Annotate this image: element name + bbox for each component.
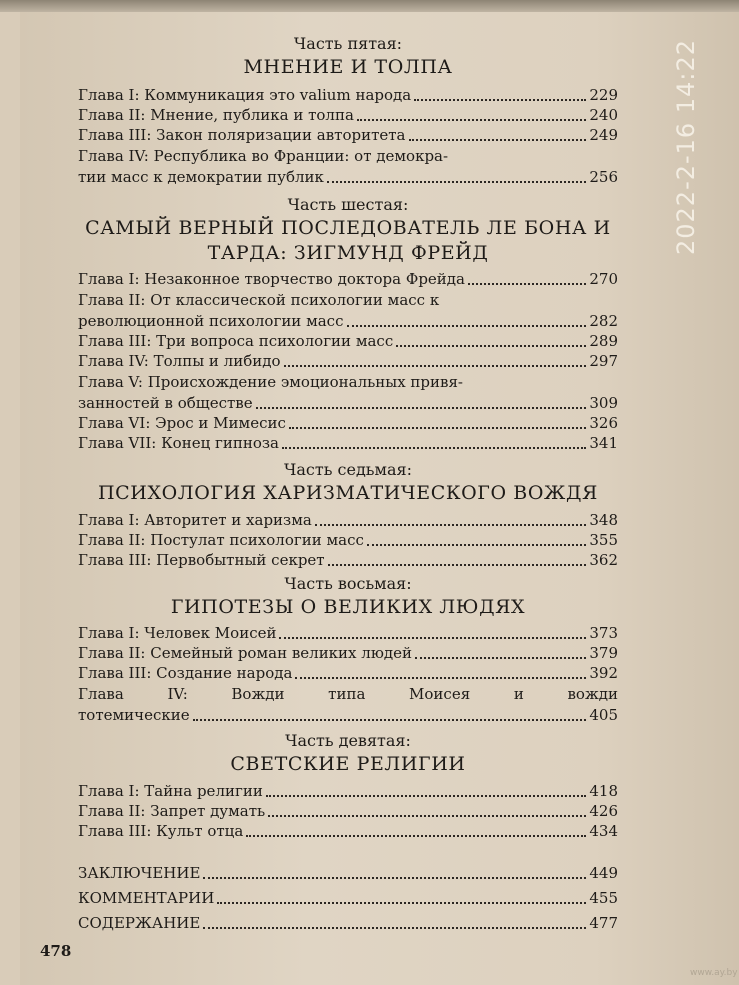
entry-title: СОДЕРЖАНИЕ bbox=[78, 914, 201, 932]
part-label: Часть восьмая: bbox=[284, 574, 412, 593]
entry-page: 426 bbox=[589, 802, 618, 820]
entry-title: КОММЕНТАРИИ bbox=[78, 889, 215, 907]
toc-entry bbox=[78, 664, 618, 684]
entry-page: 297 bbox=[589, 352, 618, 370]
toc-entry bbox=[78, 86, 618, 106]
entry-page: 392 bbox=[589, 664, 618, 682]
entry-page: 455 bbox=[589, 889, 618, 907]
entry-title-cont: занностей в обществе bbox=[78, 394, 253, 412]
toc-entry bbox=[78, 914, 618, 934]
entry-page: 405 bbox=[589, 706, 618, 724]
toc-entry bbox=[78, 270, 618, 290]
toc-entry bbox=[78, 644, 618, 664]
entry-page: 434 bbox=[589, 822, 618, 840]
entry-title: Глава III: Культ отца bbox=[78, 822, 244, 840]
entry-page: 373 bbox=[589, 624, 618, 642]
entry-title: Глава I: Авторитет и харизма bbox=[78, 511, 312, 529]
page-number: 478 bbox=[40, 942, 72, 960]
entry-title: ЗАКЛЮЧЕНИЕ bbox=[78, 864, 201, 882]
toc-entry bbox=[78, 624, 618, 644]
toc-entry bbox=[78, 511, 618, 531]
entry-title: Глава I: Тайна религии bbox=[78, 782, 263, 800]
entry-page: 341 bbox=[589, 434, 618, 452]
entry-page: 379 bbox=[589, 644, 618, 662]
entry-title: Глава III: Первобытный секрет bbox=[78, 551, 325, 569]
entry-title: Глава III: Три вопроса психологии масс bbox=[78, 332, 394, 350]
part-label: Часть шестая: bbox=[287, 195, 409, 214]
part-label: Часть пятая: bbox=[293, 34, 403, 53]
entry-title: Глава I: Незаконное творчество доктора Фрейда bbox=[78, 270, 465, 288]
entry-page: 270 bbox=[589, 270, 618, 288]
toc-entry bbox=[78, 782, 618, 802]
toc-entry bbox=[78, 414, 618, 434]
part-title: САМЫЙ ВЕРНЫЙ ПОСЛЕДОВАТЕЛЬ ЛЕ БОНА И bbox=[85, 217, 611, 239]
entry-title: Глава I: Человек Моисей bbox=[78, 624, 277, 642]
entry-page: 355 bbox=[589, 531, 618, 549]
entry-page: 240 bbox=[589, 106, 618, 124]
entry-title: Глава IV: Вожди типа Моисея и вожди bbox=[78, 685, 618, 703]
watermark: www.ay.by bbox=[690, 968, 738, 978]
entry-page: 249 bbox=[589, 126, 618, 144]
entry-title: Глава I: Коммуникация это valium народа bbox=[78, 86, 412, 104]
entry-title: Глава VI: Эрос и Мимесис bbox=[78, 414, 286, 432]
entry-title: Глава II: Постулат психологии масс bbox=[78, 531, 364, 549]
part-title: СВЕТСКИЕ РЕЛИГИИ bbox=[230, 753, 466, 775]
toc-entry bbox=[78, 352, 618, 372]
entry-title: Глава IV: Толпы и либидо bbox=[78, 352, 281, 370]
toc-entry bbox=[78, 706, 618, 726]
entry-page: 449 bbox=[589, 864, 618, 882]
date-stamp: 2022-2-16 14:22 bbox=[672, 39, 700, 255]
entry-page: 256 bbox=[589, 168, 618, 186]
part-label: Часть девятая: bbox=[285, 731, 411, 750]
entry-title: Глава II: Запрет думать bbox=[78, 802, 266, 820]
entry-page: 348 bbox=[589, 511, 618, 529]
entry-page: 477 bbox=[589, 914, 618, 932]
book-page bbox=[20, 12, 739, 985]
part-title: ГИПОТЕЗЫ О ВЕЛИКИХ ЛЮДЯХ bbox=[170, 596, 526, 618]
entry-page: 282 bbox=[589, 312, 618, 330]
entry-title-cont: революционной психологии масс bbox=[78, 312, 344, 330]
entry-page: 418 bbox=[589, 782, 618, 800]
entry-title-cont: тотемические bbox=[78, 706, 190, 724]
part-title: МНЕНИЕ И ТОЛПА bbox=[243, 56, 453, 78]
part-title-line2: ТАРДА: ЗИГМУНД ФРЕЙД bbox=[207, 242, 489, 264]
toc-entry bbox=[78, 332, 618, 352]
entry-title: Глава II: От классической психологии масс к bbox=[78, 291, 440, 309]
toc-entry bbox=[78, 106, 618, 126]
entry-title: Глава IV: Республика во Франции: от демокра- bbox=[78, 147, 449, 165]
entry-page: 289 bbox=[589, 332, 618, 350]
entry-title: Глава V: Происхождение эмоциональных привя- bbox=[78, 373, 464, 391]
entry-title-cont: тии масс к демократии публик bbox=[78, 168, 324, 186]
entry-title: Глава III: Создание народа bbox=[78, 664, 293, 682]
entry-page: 362 bbox=[589, 551, 618, 569]
toc-entry bbox=[78, 312, 618, 332]
toc-entry bbox=[78, 864, 618, 884]
entry-title: Глава II: Семейный роман великих людей bbox=[78, 644, 412, 662]
toc-entry bbox=[78, 126, 618, 146]
entry-title: Глава VII: Конец гипноза bbox=[78, 434, 279, 452]
part-label: Часть седьмая: bbox=[284, 460, 412, 479]
part-title: ПСИХОЛОГИЯ ХАРИЗМАТИЧЕСКОГО ВОЖДЯ bbox=[98, 482, 598, 504]
entry-page: 326 bbox=[589, 414, 618, 432]
toc-entry bbox=[78, 168, 618, 188]
toc-entry bbox=[78, 531, 618, 551]
toc-entry bbox=[78, 551, 618, 571]
toc-entry bbox=[78, 802, 618, 822]
toc-entry bbox=[78, 434, 618, 454]
toc-entry bbox=[78, 822, 618, 842]
entry-title: Глава II: Мнение, публика и толпа bbox=[78, 106, 354, 124]
top-edge bbox=[0, 0, 739, 12]
entry-page: 309 bbox=[589, 394, 618, 412]
entry-title: Глава III: Закон поляризации авторитета bbox=[78, 126, 406, 144]
toc-entry bbox=[78, 394, 618, 414]
toc-entry bbox=[78, 889, 618, 909]
entry-page: 229 bbox=[589, 86, 618, 104]
